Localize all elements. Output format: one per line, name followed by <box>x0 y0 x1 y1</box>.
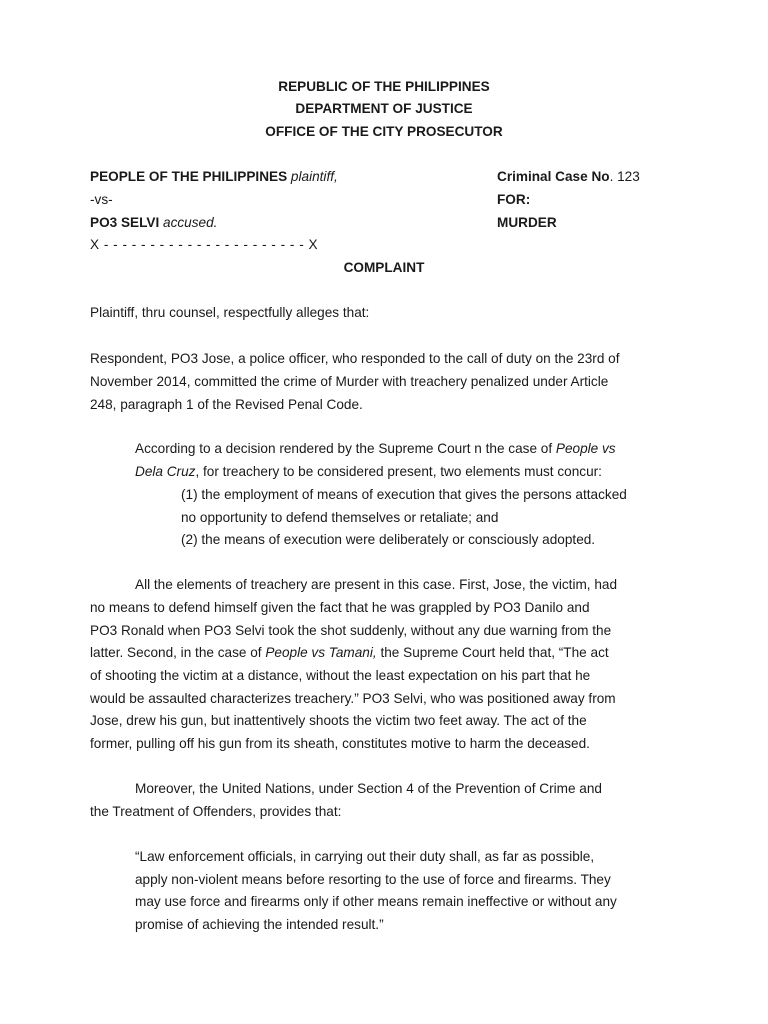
caption-plaintiff <box>90 168 338 186</box>
offense: MURDER <box>497 215 557 230</box>
treachery-line: All the elements of treachery are present in this case. First, Jose, the victim, had <box>135 577 618 592</box>
treachery-text: latter. Second, in the case of <box>90 645 266 660</box>
decision-line <box>135 463 602 481</box>
treachery-line: no means to defend himself given the fact that he was grappled by PO3 Danilo and <box>90 600 590 615</box>
un-line: the Treatment of Offenders, provides that: <box>90 804 342 819</box>
un-line: Moreover, the United Nations, under Section 4 of the Prevention of Crime and <box>135 781 602 796</box>
header-republic: REPUBLIC OF THE PHILIPPINES <box>278 79 490 94</box>
case-number: . 123 <box>609 169 640 184</box>
treachery-line: of shooting the victim at a distance, without the least expectation on his part that he <box>90 668 591 683</box>
case-label: Criminal Case No <box>497 169 610 184</box>
decision-case-name: People vs <box>555 441 616 456</box>
plaintiff-role: plaintiff, <box>287 169 338 184</box>
caption-versus: -vs- <box>90 192 113 207</box>
accused-name: PO3 SELVI <box>90 215 160 230</box>
for-label: FOR: <box>497 192 531 207</box>
respondent-line: Respondent, PO3 Jose, a police officer, who responded to the call of duty on the 23rd of <box>90 351 620 366</box>
treachery-line <box>90 644 609 662</box>
quote-line: apply non-violent means before resorting to the use of force and firearms. They <box>135 872 611 887</box>
quote-line: may use force and firearms only if other means remain ineffective or without any <box>135 894 617 909</box>
tamani-case-name: People vs Tamani, <box>265 645 377 660</box>
decision-text: , for treachery to be considered present, two elements must concur: <box>195 464 602 479</box>
element-line: no opportunity to defend themselves or retaliate; and <box>181 510 499 525</box>
treachery-line: former, pulling off his gun from its sheath, constitutes motive to harm the deceased. <box>90 736 590 751</box>
accused-role: accused. <box>159 215 218 230</box>
treachery-line: PO3 Ronald when PO3 Selvi took the shot suddenly, without any due warning from the <box>90 623 612 638</box>
element-line: (2) the means of execution were deliberately or consciously adopted. <box>181 532 596 547</box>
case-number-line <box>497 168 640 186</box>
caption-accused <box>90 214 217 232</box>
decision-line <box>135 440 616 458</box>
respondent-line: 248, paragraph 1 of the Revised Penal Code. <box>90 397 363 412</box>
respondent-line: November 2014, committed the crime of Murder with treachery penalized under Article <box>90 374 609 389</box>
intro-paragraph: Plaintiff, thru counsel, respectfully alleges that: <box>90 305 370 320</box>
treachery-line: Jose, drew his gun, but inattentively shoots the victim two feet away. The act of the <box>90 713 587 728</box>
element-line: (1) the employment of means of execution that gives the persons attacked <box>181 487 627 502</box>
decision-case-name: Dela Cruz <box>135 464 196 479</box>
decision-text: According to a decision rendered by the Supreme Court n the case of <box>135 441 556 456</box>
plaintiff-name: PEOPLE OF THE PHILIPPINES <box>90 169 288 184</box>
treachery-text: the Supreme Court held that, “The act <box>376 645 609 660</box>
quote-line: “Law enforcement officials, in carrying out their duty shall, as far as possible, <box>135 849 595 864</box>
quote-line: promise of achieving the intended result.” <box>135 917 384 932</box>
caption-separator: X - - - - - - - - - - - - - - - - - - - - - - X <box>90 237 319 252</box>
treachery-line: would be assaulted characterizes treachery.” PO3 Selvi, who was positioned away from <box>90 691 616 706</box>
header-department: DEPARTMENT OF JUSTICE <box>295 101 473 116</box>
document-title: COMPLAINT <box>343 260 425 275</box>
header-office: OFFICE OF THE CITY PROSECUTOR <box>265 124 503 139</box>
